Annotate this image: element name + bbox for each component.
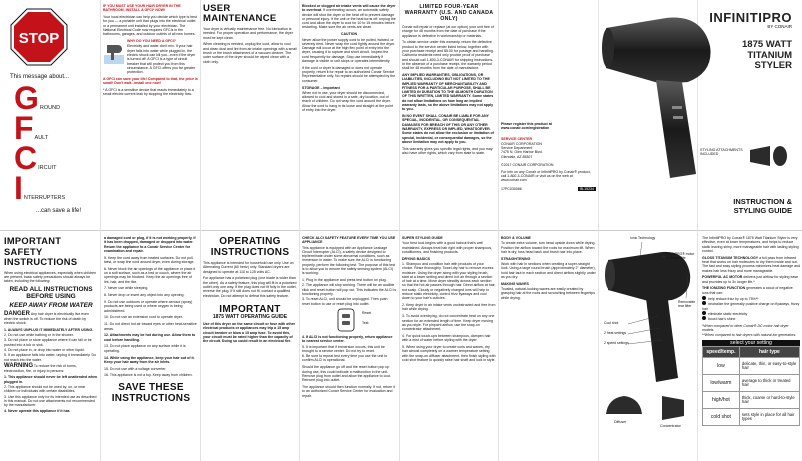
- hair-dryer-in-water-icon: [103, 39, 125, 65]
- user-maintenance-panel: [203, 4, 297, 228]
- styling-panel: [402, 236, 496, 460]
- ionic-bullet: boost hair's shine: [702, 316, 800, 321]
- settings-header-type: hair type: [739, 347, 799, 358]
- know-footnote: **When compared to hair dryers with natural ion generators.: [702, 333, 797, 338]
- settings-speed-cell: cold shot: [703, 409, 740, 426]
- service-center-head: SERVICE CENTER: [501, 136, 533, 141]
- storage-head: STORAGE – Important: [302, 85, 340, 90]
- brand-name: INFINITIPRO: [709, 10, 792, 25]
- caution-body: Never allow the power supply cord to be pulled, twisted, or severely bent. Never wrap the cord tightly around the dryer. Damage will occur at the high flex point of entry into the dryer, causing it to rupture and short circuit. Inspect the cord frequently for damage. Stop use immediately if damage is visible or unit stops or operates intermittently.: [302, 37, 396, 64]
- safety-item: 16. This appliance is not a toy. Keep away from children.: [104, 373, 193, 378]
- table-row: [703, 375, 800, 392]
- gfci-letter: F: [14, 110, 34, 146]
- gfci-cost-head: A GFCI can save your life! Compared to that, the price is small! Don't wait...install one now!: [103, 76, 198, 86]
- guide-title: INSTRUCTION & STYLING GUIDE: [733, 197, 792, 215]
- drying-head: DRYING BASICS: [402, 256, 431, 261]
- alci-step: 3. To reset ALCI, unit should be unplugged. Then push reset button to use or reset plug into outlet.: [302, 297, 388, 306]
- gfci-body: Your local electrician can help you decide which type is best for you — a portable unit that plugs into the electrical outlet or a permanent unit installed by your electrician. The National Electrical Code now requires GFCIs in the bathrooms, garages, and outdoor outlets of all new homes.: [103, 15, 197, 37]
- waves-head: MAKING WAVES: [501, 281, 529, 286]
- air-intake-head: Blocked or clogged air intake vents will cause the dryer to overheat.: [302, 4, 396, 13]
- waves-text: Tousled, natural-looking waves are easily created by grasping hair at the roots and scrunching between fingertips while drying.: [501, 286, 596, 300]
- address-line: Glendale, AZ 85307: [501, 154, 533, 159]
- fold-divider: [0, 230, 802, 231]
- settings-speed-cell: low: [703, 358, 740, 375]
- operating-panel: [203, 236, 297, 460]
- ionic-head: THE IONIZING FUNCTION: [702, 286, 746, 291]
- body-head: BODY & VOLUME: [501, 236, 531, 240]
- safety-panel: [4, 236, 98, 460]
- drying-step: 1. Shampoo and condition hair with products of your choice. Rinse thoroughly. Towel-dry hair to remove excess moisture. Using the dryer along with your styling brush, start at a lower setting and direct hot air through a section of hair at a time. Move dryer steadily across each section so that the hot air passes through hair. Direct airflow at hair, not scalp. Cloudy or negatively charged ions will help to reduce static electricity, control frizz flyaways and cool down to your hair's cuticles.: [402, 261, 496, 301]
- warranty-p2: To obtain service under this warranty, return the defective product to the service center listed below, together with your purchase receipt and $5.00 for postage and handling. California residents need only provide proof of purchase and should call 1-800-3-CONAIR for shipping instructions. In the absence of a purchase receipt, the warranty period shall be 48 months from the date of manufacture.: [402, 40, 494, 71]
- gfci-why-head: WHY DO YOU NEED A GFCI?: [127, 39, 176, 44]
- gfci-tail: ...can save a life!: [36, 208, 82, 214]
- danger-body: Any hair dryer is electrically live even when the switch is off. To reduce the risk of death by electric shock:: [4, 312, 89, 325]
- diagram-label: Removable rear filter: [678, 300, 696, 308]
- safety-item: 15. Do not use with a voltage converter.: [104, 366, 167, 371]
- alci-p3: The appliance should then function normally. If not, return it to an authorized Conair Service Center for evaluation and repair.: [302, 384, 395, 398]
- operating-p2: For appliance has a polarized plug (one blade is wider than the other). As a safety feature, this plug will fit in a polarized outlet only one way. If the plug does not fit fully in the outlet, reverse the plug. If it still does not fit, contact a qualified electrician. Do not attempt to defeat this safety feature.: [203, 276, 297, 298]
- column-rule: [498, 0, 499, 461]
- warning-head: WARNING: [4, 363, 33, 370]
- styling-panel-2: [501, 236, 596, 460]
- address-line: Service Department: [501, 146, 533, 151]
- gfci-word: IRCUIT: [38, 165, 57, 171]
- safety-item: 13. Do not place appliance on any surface while it is operating.: [104, 344, 186, 353]
- settings-speed-cell: low/warm: [703, 375, 740, 392]
- repair-body: If the cord or dryer is damaged or does not operate properly, return it for repair to an authorized Conair Service Representative only. No repairs should be attempted by the consumer.: [302, 65, 396, 83]
- model-title: 1875 WATT TITANIUM STYLER: [742, 39, 792, 71]
- ib-code: IB-15234: [579, 186, 594, 191]
- gfci-letter: I: [14, 170, 23, 206]
- styling-title: SUPER STYLING GUIDE: [402, 236, 443, 240]
- alci-step: 6. Be sure to repeat test every time you use the unit to confirm ALCI is operational.: [302, 354, 388, 363]
- gfci-why-body: Electricity and water don't mix. If your hair dryer falls into water while plugged in, the electric shock can kill you...even if the dryer is turned off. A GFCI is a type of circuit breaker that will protect you from this circumstance. A GFCI offers you far greater protection.: [127, 44, 196, 75]
- gfci-acronym: [14, 80, 96, 206]
- column-rule: [299, 0, 300, 461]
- safety-item: 7. Never use while sleeping.: [104, 286, 149, 291]
- warning-item: 1. This appliance should never be left unattended when plugged in.: [4, 375, 98, 384]
- diagram-label: Ionic Technology: [630, 236, 656, 240]
- warranty-p4: IN NO EVENT SHALL CONAIR BE LIABLE FOR ANY SPECIAL, INCIDENTAL, OR CONSEQUENTIAL DAMAGES FOR BREACH OF THIS OR ANY OTHER WARRANTY, EXPRESS OR IMPLIED, WHATSOEVER. Some states do not allow the exclusion or limitation of special, incidental, or consequential damages, so the above limitation may not apply to you.: [402, 114, 494, 144]
- user-maintenance-title: USER MAINTENANCE: [203, 4, 277, 24]
- motor-head: POWERFUL AC MOTOR: [702, 275, 743, 280]
- danger-item: 1. ALWAYS UNPLUG IT IMMEDIATELY AFTER USING.: [4, 327, 94, 332]
- safety-intro: When using electrical appliances, especially when children are present, basic safety precautions should always be taken, including the following:: [4, 270, 97, 284]
- column-rule: [598, 0, 599, 461]
- operating-p3: Use of this dryer on the same circuit or fuse with other electrical products or appliances may trip a 15 amp circuit breaker or blow a 15 amp fuse. To avoid this, your circuit must be rated higher than the capacity of the circuit. Doing so could result in an electrical fire.: [203, 322, 296, 344]
- warranty-panel: [402, 4, 496, 228]
- drying-step: 2. Keep dryer in air intake vents unobstructed and free from hair while drying.: [402, 303, 496, 312]
- gfci-text-panel: [103, 4, 198, 228]
- settings-speed-cell: high/hot: [703, 392, 740, 409]
- save-instructions: SAVE THESE INSTRUCTIONS: [111, 381, 191, 404]
- danger-item: 3. Do not place or store appliance where it can fall or be pushed into a tub or sink.: [4, 338, 92, 347]
- ionic-bullet: eliminate static electricity: [702, 311, 800, 316]
- safety-item: 9. Do not use outdoors or operate where aerosol (spray) products are being used or where oxygen is being administered.: [104, 300, 193, 313]
- hair-dryer-image: [602, 6, 722, 186]
- safety-item: 10. Do not use an extension cord to operate dryer.: [104, 315, 183, 320]
- gfci-panel: [0, 0, 100, 230]
- straightening-head: STRAIGHTENING: [501, 256, 531, 261]
- alci-p1: This appliance is equipped with an Appliance Leakage Circuit Interrupter (ALCI), a safety device designed to trip/terminate under some abnormal conditions, such as immersion in water. To make sure the ALCI is functioning properly, perform the following test. The purpose of this test is to allow you to ensure the safety sensing system (ALCI) is working:: [302, 245, 396, 276]
- column-rule: [200, 0, 201, 461]
- diagram-label: Cool shot: [604, 321, 619, 325]
- stop-sign-text: STOP: [18, 30, 60, 47]
- safety-panel-2: [104, 236, 198, 460]
- safety-item: 14. While using the appliance, keep your hair out of it. Keep your hair away from the air inlets.: [104, 355, 195, 364]
- storage-body: When not in use, your dryer should be disconnected, allowed to cool and stored in a safe, dry location, out of reach of children. Do not wrap the cord around the dryer. Allow the cord to hang in its loose and straight at the point of entry into the dryer.: [302, 90, 393, 113]
- register-url[interactable]: www.conair.com/registration: [501, 126, 550, 131]
- ionic-bullet: help reduce frizz by up to 75%**: [702, 296, 800, 301]
- service-address: [501, 142, 596, 159]
- know-footnote: *When compared to other Conair® DC motor hair dryer models.: [702, 323, 789, 332]
- drying-step: 3. To avoid overdrying, do not concentrate heat on any one section for an extended length of time. Keep dryer moving as you style. For pinpoint airflow, use the snap-on concentrator attachment.: [402, 314, 495, 332]
- diagram-panel: [600, 236, 700, 460]
- gfci-letter: G: [14, 80, 39, 116]
- alci-step: 4. If ALCI is not functioning properly, return appliance to nearest service center.: [302, 334, 393, 344]
- gfci-letter: C: [14, 140, 38, 176]
- gfci-word: AULT: [34, 135, 49, 141]
- body-text: To create extra volume, turn head upside down while drying. Position the airflow toward the roots for maximum lift. When hair is dry, toss head back and brush hair into place.: [501, 241, 596, 254]
- warranty-p5: This warranty gives you specific legal rights, and you may also have other rights, which vary from state to state.: [402, 146, 493, 156]
- copyright: ©2017 CONAIR CORPORATION: [501, 163, 554, 168]
- danger-item: 2. Do not use while bathing or in the shower.: [4, 333, 74, 338]
- user-maintenance-p1: Your dryer is virtually maintenance free. No lubrication is needed. For proper operation and performance, the dryer must be kept clean.: [203, 27, 293, 40]
- danger-head: DANGER: [4, 311, 31, 318]
- gfci-word: ROUND: [39, 105, 61, 111]
- operating-p1: This appliance is intended for household use only. Use on Alternating Current (60 hertz) only. Standard dryers are designed to operate at 110 to 125 volts AC.: [203, 261, 294, 274]
- safety-title: IMPORTANT SAFETY INSTRUCTIONS: [4, 236, 78, 267]
- alci-panel: [302, 236, 396, 460]
- column-rule: [399, 0, 400, 461]
- setting-head: select your setting: [702, 340, 800, 346]
- safety-item: 8. Never drop or insert any object into any opening.: [104, 293, 185, 298]
- warranty-title: LIMITED FOUR-YEAR WARRANTY (U.S. AND CANADA ONLY): [404, 4, 494, 22]
- settings-table: [702, 346, 800, 426]
- gfci-warning-head: IF YOU MUST USE YOUR HAIR DRYER IN THE BATHROOM, INSTALL A GFCI* NOW!: [103, 4, 181, 13]
- drying-step: 5. When using your dryer to create curls and waves, dry hair almost completely on a warmer temperature setting with the snap-on diffuser attachment, then finish styling with cold shot feature to quickly raise hair shaft and lock in style.: [402, 345, 496, 362]
- gfci-footnote: * A GFCI is a sensitive device that reacts immediately to a small electric current leak by stopping the electricity flow.: [103, 88, 194, 97]
- warranty-p3: ANY IMPLIED WARRANTIES, OBLIGATIONS, OR LIABILITIES, INCLUDING BUT NOT LIMITED TO THE IMPLIED WARRANTY OF MERCHANTABILITY AND FITNESS FOR A PARTICULAR PURPOSE, SHALL BE LIMITED IN DURATION TO THE 48-MONTH DURATION OF THIS WRITTEN, LIMITED WARRANTY. Some states do not allow limitations on how long an implied warranty lasts, so the above limitations may not apply to you.: [402, 72, 494, 112]
- motor-body: delivers just airflow for styling ease and provides up to 3x longer life.*: [702, 275, 799, 284]
- warning-body: To reduce the risk of burns, electrocution, fire, or injury to persons:: [4, 364, 77, 373]
- caution-head: CAUTION: [340, 32, 358, 37]
- important-subtitle: 1875 WATT OPERATING GUIDE: [212, 313, 288, 320]
- operating-title: OPERATING INSTRUCTIONS: [210, 236, 290, 258]
- register-text: Please register this product at: [501, 122, 552, 126]
- concentrator-label: Concentrator: [660, 424, 681, 428]
- diagram-label: 2 speed settings: [604, 341, 629, 345]
- straightening-text: Work with hair in sections when creating a super-straight look. Using a large round brush (approximately 2" diameter), hold hair taut in each section and direct airflow slightly under as you dry.: [501, 261, 596, 279]
- warranty-p1: Conair will repair or replace (at our option) your unit free of charge for 48 months from the date of purchase if the appliance is defective in workmanship or materials.: [402, 25, 494, 38]
- reset-label: Reset: [362, 310, 372, 315]
- column-rule: [100, 0, 101, 461]
- alci-step: 5. It is important that if immersion occurs, this unit be brought to a service center. Do not try to reset.: [302, 344, 385, 353]
- service-info: For info on any Conair or InfinitiPRO by Conair® product, call 1-800-3-CONAIR or visit us on the web at www.conair.com: [501, 169, 591, 183]
- gfci-word: NTERRUPTERS: [23, 195, 66, 201]
- plug-icon: [332, 307, 362, 335]
- warning-item: 4. Never operate this appliance if it has: [4, 408, 70, 413]
- know-p1: The InfinitiPRO by Conair® 1875 Watt Titanium Styler is very effective, even at lower temperatures, and helps to reduce static leaving shiny, more manageable hair with lasting styling control.: [702, 236, 799, 253]
- table-row: [703, 358, 800, 375]
- getting-to-know-panel: [702, 236, 800, 460]
- cover-panel: [600, 4, 800, 228]
- danger-item: 5. If an appliance falls into water, unplug it immediately. Do not reach into the water.: [4, 353, 97, 362]
- settings-type-cell: thick, coarse or hard-to-style hair: [739, 392, 799, 409]
- test-label: Test: [362, 320, 369, 325]
- stop-sign-icon: [10, 8, 68, 66]
- settings-type-cell: average to thick or treated hair: [739, 375, 799, 392]
- warning-item: 2. This appliance should not be used by, on, or near children or individuals with certain disabilities.: [4, 385, 86, 394]
- warning-item: 3. Use this appliance only for its intended use as described in this manual. Do not use attachments not recommended by the manufacturer.: [4, 394, 97, 408]
- gfci-lead: This message about...: [10, 74, 70, 80]
- product-code: 17PC030086: [501, 186, 522, 191]
- keep-away: KEEP AWAY FROM WATER: [9, 301, 93, 309]
- tech-body: a full pass from infrared heat that works on hair molecules to dry them inside and out. The fast and easy styling process minimizes heat damage and makes hair less frizzy and more manageable.: [702, 255, 800, 273]
- service-panel: [501, 4, 596, 228]
- safety-item: 6. Never block the air openings of the appliance or place it on a soft surface, such as a bed or couch, where the air openings may be blocked. Keep the air openings free of lint, hair, and the like.: [104, 266, 196, 284]
- user-maintenance-p2: When cleaning is needed, unplug the cord, allow to cool and clean dust and lint from air intake openings with a small brush or the brush attachment of a vacuum cleaner. The outer surface of the dryer should be wiped clean with a cloth only.: [203, 42, 297, 64]
- safety-item: 5. Keep the cord away from heated surfaces. Do not pull, twist, or wrap line cord around dryer, even during storage.: [104, 255, 195, 264]
- user-maintenance-panel-2: [302, 4, 396, 228]
- settings-header-speed: speed/temp.: [703, 347, 740, 358]
- settings-type-cell: sets style in place for all hair types: [739, 409, 799, 426]
- safety-item: a damaged cord or plug, if it is not working properly, if it has been dropped, damaged or dropped into water. Return the appliance to a Conair Service Center for examination and repair.: [104, 236, 196, 253]
- alci-title: CHECK ALCI SAFETY FEATURE EVERY TIME YOU USE APPLIANCE: [302, 236, 396, 245]
- alci-p2: Should the appliance go off and the reset button pop up during use, this could indicate a malfunction in the unit. Remove plug from outlet and allow the appliance to cool. Reinsert plug into outlet.: [302, 365, 392, 383]
- accessory-note: STYLING ATTACHMENTS INCLUDED: [700, 148, 743, 157]
- attachments-icon: [748, 144, 788, 168]
- danger-item: 4. Do not place in, or drop into water or other liquid.: [4, 347, 85, 352]
- read-all: READ ALL INSTRUCTIONS BEFORE USING: [9, 285, 93, 301]
- alci-plug-diagram: [302, 307, 396, 335]
- table-row: [703, 409, 800, 426]
- drying-step: 4. For quick touch-ups between shampoos, dampen hair with a mist of water before styling with the dryer.: [402, 333, 491, 343]
- diffuser-label: Diffuser: [614, 420, 627, 424]
- brand-by: BY CONAIR: [767, 24, 792, 29]
- diagram-label: 2 heat settings: [604, 331, 627, 335]
- table-row: [703, 392, 800, 409]
- safety-item: 11. Do not direct hot air toward eyes or other heat-sensitive areas.: [104, 322, 197, 331]
- tech-head: GLOSS TITANIUM TECHNOLOGY: [702, 255, 759, 260]
- ionic-bullet: neutralize the generally positive charge on flyaways, frizzy hair: [702, 302, 800, 311]
- address-line: 7475 N. Glen Harbor Blvd.: [501, 150, 543, 155]
- styling-p1: Your best look begins with a good haircut that's well maintained. Always treat hair right with proper shampoos, conditioners, and finishing products.: [402, 241, 493, 254]
- air-intake-body: If overheating occurs, an automatic safety device will shut the dryer or the heat off to prevent damage or personal injury. If the unit or the heat turns off, unplug the cord and allow the dryer to cool for 10 to 15 minutes before restarting. Make sure the air vents are clean.: [302, 8, 396, 30]
- important-title: IMPORTANT: [219, 303, 281, 315]
- alci-step: 2. The appliance will stop working. There will be an audible click and reset button will pop out. This indicates the ALCI is functioning properly.: [302, 283, 396, 297]
- diagram-label: InfinitiPRO® motor for longer life: [666, 252, 695, 260]
- address-line: CONAIR CORPORATION: [501, 141, 542, 146]
- alci-step: 1. Plug in the appliance and press test button on plug.: [302, 278, 387, 283]
- dryer-diagram: [600, 236, 700, 460]
- settings-type-cell: delicate, thin, or easy-to-style hair: [739, 358, 799, 375]
- ionic-body: generates a cloud of negative ions that can:: [702, 286, 793, 295]
- safety-item: 12. Attachments may be hot during use. Allow them to cool before handling.: [104, 333, 196, 342]
